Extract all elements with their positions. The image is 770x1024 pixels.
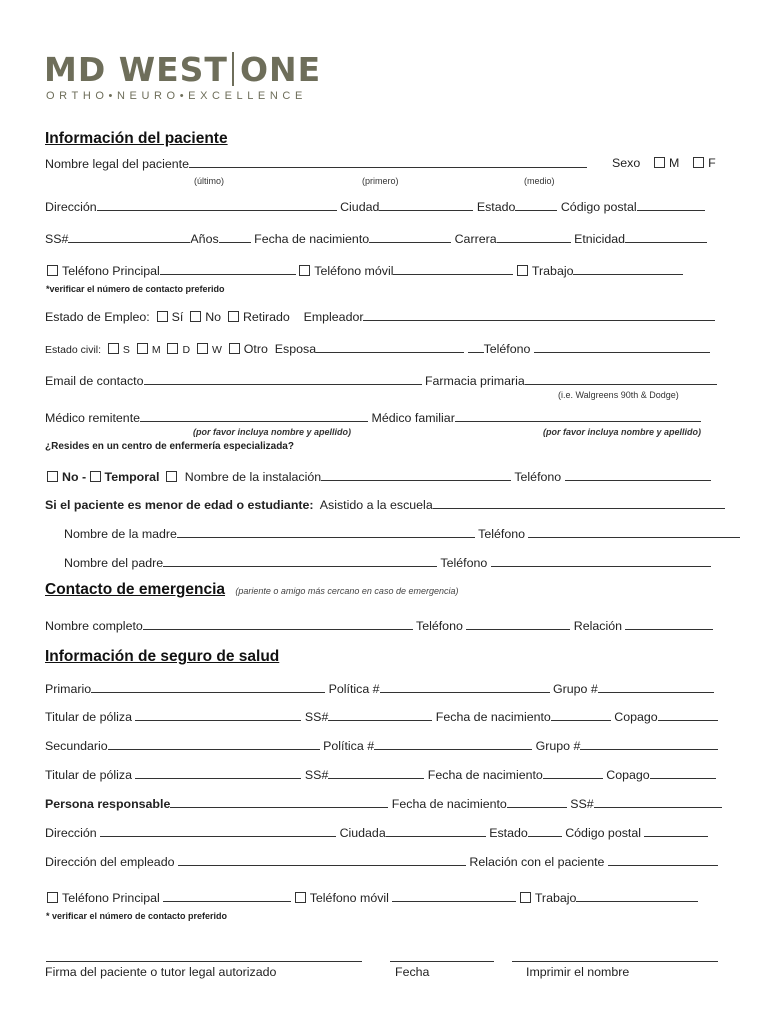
email-field[interactable] [144, 373, 422, 385]
ins-state-label: Estado [489, 826, 528, 840]
date-field[interactable] [390, 961, 494, 962]
responsible-ssn-field[interactable] [594, 796, 722, 808]
mother-phone-field[interactable] [528, 526, 740, 538]
secondary-copay-label: Copago [606, 768, 650, 782]
primary-dob-label: Fecha de nacimiento [435, 710, 551, 724]
marital-s-label: S [122, 344, 130, 356]
secondary-policy-label: Política # [323, 739, 375, 753]
primary-policy-field[interactable] [380, 681, 550, 693]
race-label: Carrera [454, 232, 497, 246]
print-name-label: Imprimir el nombre [526, 965, 630, 979]
logo-tagline: ORTHO•NEURO•EXCELLENCE [46, 90, 307, 102]
employed-yes-label: Sí [171, 310, 184, 324]
marital-w-label: W [211, 344, 222, 356]
patient-relation-label: Relación con el paciente [469, 855, 605, 869]
secondary-holder-field[interactable] [135, 767, 301, 779]
primary-policy-label: Política # [328, 682, 380, 696]
sex-male-checkbox[interactable] [654, 157, 665, 168]
employer-field[interactable] [363, 309, 715, 321]
responsible-ssn-label: SS# [570, 797, 594, 811]
home-phone-field[interactable] [160, 263, 296, 275]
ins-address-row [45, 825, 708, 840]
pharmacy-hint: (i.e. Walgreens 90th & Dodge) [558, 390, 679, 400]
marital-s-checkbox[interactable] [108, 343, 119, 354]
marital-m-checkbox[interactable] [137, 343, 148, 354]
primary-label: Primario [45, 682, 92, 696]
date-label: Fecha [395, 965, 430, 979]
mother-label: Nombre de la madre [64, 527, 177, 541]
emergency-name-field[interactable] [143, 618, 413, 630]
school-field[interactable] [433, 497, 725, 509]
home-phone-checkbox[interactable] [47, 265, 58, 276]
marital-row [45, 341, 710, 356]
primary-ssn-field[interactable] [328, 709, 432, 721]
ins-address-field[interactable] [100, 825, 336, 837]
emergency-relation-label: Relación [573, 619, 622, 633]
primary-field[interactable] [91, 681, 325, 693]
father-label: Nombre del padre [64, 556, 164, 570]
state-field[interactable] [515, 199, 557, 211]
primary-dob-field[interactable] [551, 709, 611, 721]
emergency-hint: (pariente o amigo más cercano en caso de emergencia) [235, 586, 459, 596]
primary-copay-field[interactable] [658, 709, 718, 721]
mother-phone-label: Teléfono [478, 527, 526, 541]
employed-no-label: No [205, 310, 222, 324]
sex-female-checkbox[interactable] [693, 157, 704, 168]
ethnicity-label: Etnicidad [574, 232, 626, 246]
sex-male-label: M [669, 156, 680, 170]
retired-label: Retirado [242, 310, 290, 324]
ins-work-phone-label: Trabajo [534, 891, 577, 905]
father-phone-label: Teléfono [440, 556, 488, 570]
employed-no-checkbox[interactable] [190, 311, 201, 322]
responsible-row [45, 796, 722, 811]
primary-group-label: Grupo # [553, 682, 598, 696]
referring-hint: (por favor incluya nombre y apellido) [193, 427, 352, 437]
age-label: Años [190, 232, 219, 246]
secondary-ssn-label: SS# [304, 768, 329, 782]
ins-mobile-phone-label: Teléfono móvil [309, 891, 389, 905]
employed-yes-checkbox[interactable] [157, 311, 168, 322]
emergency-heading-row [45, 581, 458, 599]
secondary-copay-field[interactable] [650, 767, 716, 779]
secondary-field[interactable] [108, 738, 320, 750]
ins-phone-row [47, 890, 698, 905]
spouse-label: Esposa [274, 342, 317, 356]
spouse-phone-field[interactable] [534, 341, 710, 353]
emergency-name-label: Nombre completo [45, 619, 143, 633]
family-doc-label: Médico familiar [371, 411, 455, 425]
ins-home-phone-label: Teléfono Principal [62, 891, 160, 905]
last-hint: (último) [194, 176, 225, 186]
legal-name-row [45, 156, 587, 171]
marital-m-label: M [151, 344, 161, 356]
physician-row [45, 410, 701, 425]
secondary-group-field[interactable] [580, 738, 718, 750]
email-row [45, 373, 717, 388]
employer-address-label: Dirección del empleado [45, 855, 175, 869]
responsible-field[interactable] [170, 796, 388, 808]
logo-main-right: ONE [239, 50, 322, 89]
dob-label: Fecha de nacimiento [254, 232, 370, 246]
patient-heading: Información del paciente [45, 130, 228, 147]
responsible-label: Persona responsable [45, 797, 171, 811]
secondary-holder-row [45, 767, 716, 782]
father-field[interactable] [163, 555, 437, 567]
responsible-dob-label: Fecha de nacimiento [391, 797, 507, 811]
family-doc-hint: (por favor incluya nombre y apellido) [543, 427, 702, 437]
emergency-phone-label: Teléfono [416, 619, 463, 633]
zip-field[interactable] [637, 199, 705, 211]
primary-holder-row [45, 709, 718, 724]
sex-label: Sexo [612, 156, 641, 170]
ins-work-phone-checkbox[interactable] [520, 892, 531, 903]
verify-note: *verificar el número de contacto preferido [46, 284, 225, 294]
dob-field[interactable] [369, 231, 451, 243]
facility-phone-label: Teléfono [514, 470, 562, 484]
ins-home-phone-checkbox[interactable] [47, 892, 58, 903]
nursing-facility-checkbox[interactable] [166, 471, 177, 482]
facility-label: Nombre de la instalación [184, 470, 322, 484]
primary-holder-label: Titular de póliza [45, 710, 133, 724]
insurance-heading: Información de seguro de salud [45, 648, 280, 665]
primary-row [45, 681, 714, 696]
marital-other-label: Otro [243, 342, 268, 356]
facility-phone-field[interactable] [565, 469, 711, 481]
work-phone-field[interactable] [573, 263, 683, 275]
family-doc-field[interactable] [455, 410, 701, 422]
mother-row [64, 526, 740, 541]
marital-d-checkbox[interactable] [167, 343, 178, 354]
ssn-row [45, 231, 707, 246]
responsible-dob-field[interactable] [507, 796, 567, 808]
race-field[interactable] [497, 231, 571, 243]
logo-main-left: MD WEST [44, 50, 228, 89]
ins-mobile-phone-field[interactable] [392, 890, 516, 902]
ins-mobile-phone-checkbox[interactable] [295, 892, 306, 903]
print-name-field[interactable] [512, 961, 718, 962]
mother-field[interactable] [177, 526, 475, 538]
secondary-policy-field[interactable] [374, 738, 532, 750]
work-phone-label: Trabajo [531, 264, 574, 278]
minor-label: Si el paciente es menor de edad o estudiante: [45, 498, 314, 512]
employment-row [45, 309, 715, 324]
work-phone-checkbox[interactable] [517, 265, 528, 276]
ins-zip-label: Código postal [565, 826, 641, 840]
secondary-ssn-field[interactable] [328, 767, 424, 779]
facility-field[interactable] [321, 469, 511, 481]
primary-group-field[interactable] [598, 681, 714, 693]
marital-other-checkbox[interactable] [229, 343, 240, 354]
state-label: Estado [476, 200, 516, 214]
nursing-no-checkbox[interactable] [47, 471, 58, 482]
secondary-row [45, 738, 718, 753]
legal-name-label: Nombre legal del paciente [45, 157, 189, 171]
mobile-phone-label: Teléfono móvil [314, 264, 394, 278]
sex-row [612, 156, 716, 170]
emergency-relation-field[interactable] [625, 618, 713, 630]
ins-work-phone-field[interactable] [576, 890, 698, 902]
city-label: Ciudad [340, 200, 380, 214]
secondary-dob-label: Fecha de nacimiento [427, 768, 543, 782]
secondary-group-label: Grupo # [535, 739, 581, 753]
phone-row [47, 263, 683, 278]
referring-label: Médico remitente [45, 411, 141, 425]
retired-checkbox[interactable] [228, 311, 239, 322]
emergency-phone-field[interactable] [466, 618, 570, 630]
ins-zip-field[interactable] [644, 825, 708, 837]
marital-w-checkbox[interactable] [197, 343, 208, 354]
primary-copay-label: Copago [614, 710, 658, 724]
father-row [64, 555, 711, 570]
email-label: Email de contacto [45, 374, 144, 388]
ins-home-phone-field[interactable] [163, 890, 291, 902]
spouse-field[interactable] [316, 341, 464, 353]
address-field[interactable] [97, 199, 337, 211]
ssn-label: SS# [45, 232, 69, 246]
city-field[interactable] [379, 199, 473, 211]
father-phone-field[interactable] [491, 555, 711, 567]
home-phone-label: Teléfono Principal [62, 264, 160, 278]
signature-field[interactable] [46, 961, 362, 962]
ssn-field[interactable] [68, 231, 190, 243]
ins-address-label: Dirección [45, 826, 97, 840]
secondary-dob-field[interactable] [543, 767, 603, 779]
address-label: Dirección [45, 200, 97, 214]
patient-relation-field[interactable] [608, 854, 718, 866]
mobile-phone-checkbox[interactable] [299, 265, 310, 276]
secondary-label: Secundario [45, 739, 108, 753]
employer-address-row [45, 854, 718, 869]
zip-label: Código postal [560, 200, 637, 214]
employment-label: Estado de Empleo: [45, 310, 150, 324]
pharmacy-field[interactable] [525, 373, 717, 385]
age-field[interactable] [219, 231, 251, 243]
legal-name-field[interactable] [189, 156, 587, 168]
school-label: Asistido a la escuela [319, 498, 433, 512]
primary-holder-field[interactable] [135, 709, 301, 721]
nursing-no-label: No - [62, 470, 87, 484]
middle-hint: (medio) [524, 176, 555, 186]
signature-label: Firma del paciente o tutor legal autorizado [45, 965, 277, 979]
sex-female-label: F [708, 156, 716, 170]
primary-ssn-label: SS# [304, 710, 329, 724]
marital-d-label: D [182, 344, 191, 356]
secondary-holder-label: Titular de póliza [45, 768, 133, 782]
spouse-phone-label: Teléfono [483, 342, 531, 356]
ins-state-field[interactable] [528, 825, 562, 837]
mobile-phone-field[interactable] [393, 263, 513, 275]
pharmacy-label: Farmacia primaria [424, 374, 525, 388]
employer-address-field[interactable] [178, 854, 466, 866]
nursing-question: ¿Resides en un centro de enfermería especializada? [45, 441, 294, 452]
address-row [45, 199, 705, 214]
ins-city-label: Ciudada [339, 826, 386, 840]
referring-field[interactable] [140, 410, 368, 422]
ethnicity-field[interactable] [625, 231, 707, 243]
employer-label: Empleador [303, 310, 364, 324]
ins-verify-note: * verificar el número de contacto preferido [46, 911, 228, 921]
emergency-heading: Contacto de emergencia [45, 581, 226, 598]
emergency-row [45, 618, 713, 633]
nursing-temporary-checkbox[interactable] [90, 471, 101, 482]
ins-city-field[interactable] [386, 825, 486, 837]
first-hint: (primero) [362, 176, 399, 186]
minor-row [45, 497, 725, 512]
logo [44, 52, 321, 102]
nursing-row [47, 469, 711, 484]
nursing-temporary-label: Temporal [104, 470, 160, 484]
marital-label: Estado civil: [45, 344, 102, 356]
